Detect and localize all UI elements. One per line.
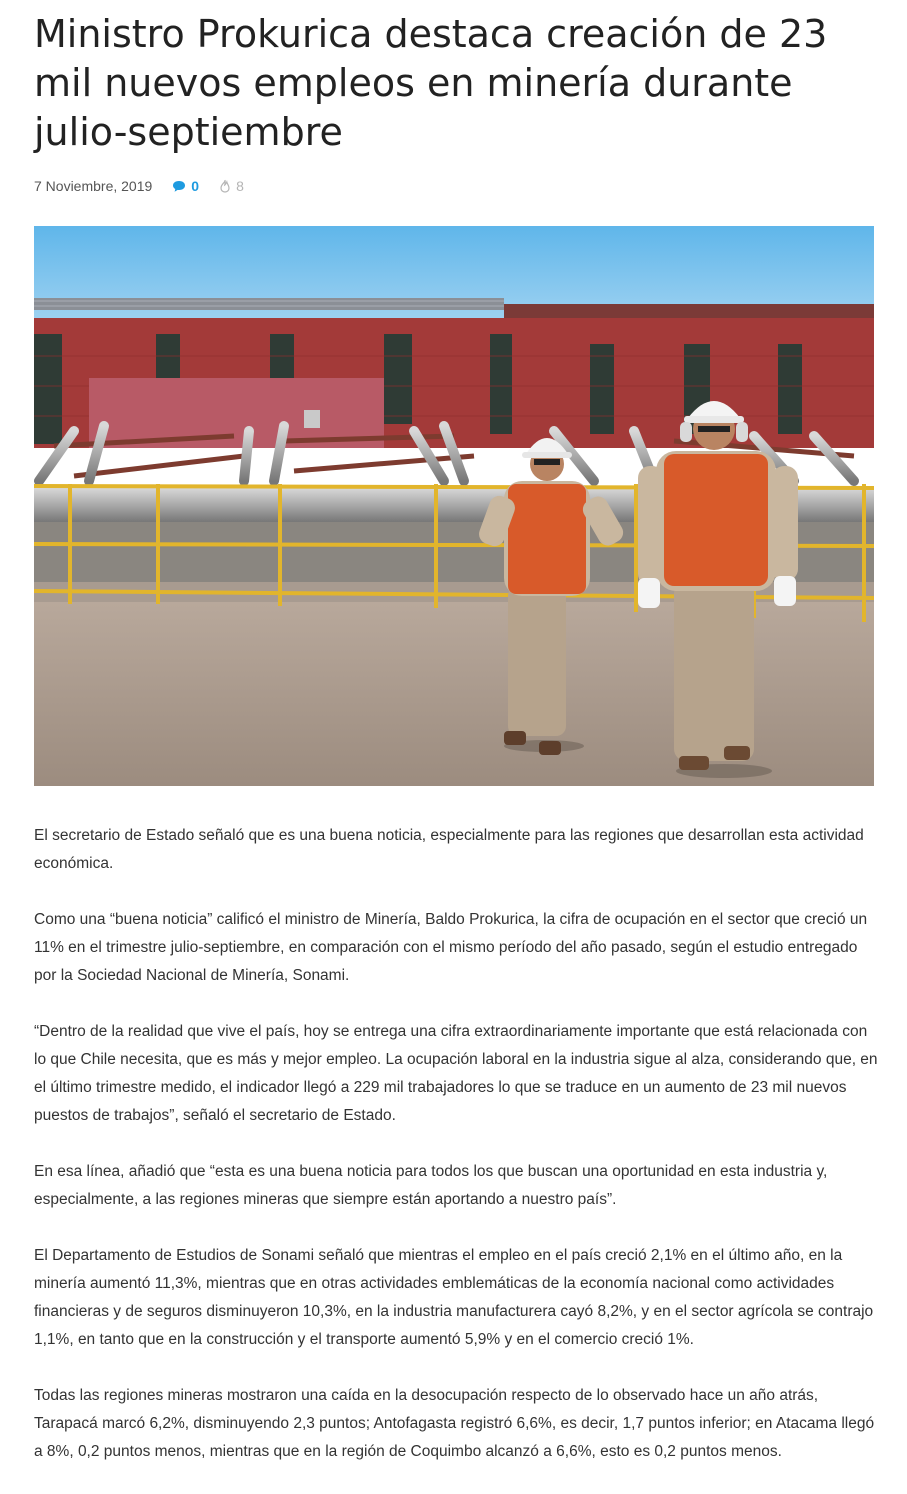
paragraph: En esa línea, añadió que “esta es una buena noticia para todos los que buscan una oportunidad en esta industria y, especialmente, a las regiones mineras que siempre están aportando a nuestro país”.	[34, 1163, 828, 1208]
paragraph: Como una “buena noticia” calificó el ministro de Minería, Baldo Prokurica, la cifra de ocupación en el sector que creció un 11% en el trimestre julio-septiembre, en comparación con el mismo período del año pasado, según el estudio entregado por la Sociedad Nacional de Minería, Sonami.	[34, 911, 868, 984]
comment-count: 0	[191, 178, 200, 194]
comments-link[interactable]	[172, 178, 199, 194]
view-count: 8	[236, 178, 244, 194]
paragraph: Todas las regiones mineras mostraron una caída en la desocupación respecto de lo observado hace un año atrás, Tarapacá marcó 6,2%, disminuyendo 2,3 puntos; Antofagasta registró 6,6%, es decir, 1,7 puntos inferior; en Atacama llegó a 8%, 0,2 puntos menos, mientras que en la región de Coquimbo alcanzó a 6,6%, esto es 0,2 puntos menos.	[34, 1387, 875, 1460]
paragraph: El Departamento de Estudios de Sonami señaló que mientras el empleo en el país creció 2,1% en el último año, en la minería aumentó 11,3%, mientras que en otras actividades emblemáticas de la economía nacional como actividades financieras y de seguros disminuyeron 10,3%, en la industria manufacturera cayó 8,2%, y en el sector agrícola se contrajo 1,1%, en tanto que en la construcción y el transporte aumentó 5,9% y en el comercio creció 1%.	[34, 1247, 874, 1348]
paragraph: “Dentro de la realidad que vive el país, hoy se entrega una cifra extraordinariamente importante que está relacionada con lo que Chile necesita, que es más y mejor empleo. La ocupación laboral en la industria sigue al alza, considerando que, en el último trimestre medido, el indicador llegó a 229 mil trabajadores lo que se traduce en un aumento de 23 mil nuevos puestos de trabajos”, señaló el secretario de Estado.	[34, 1023, 878, 1124]
article-body	[34, 822, 879, 1494]
publish-date: 7 Noviembre, 2019	[34, 178, 153, 194]
featured-photo	[34, 226, 874, 786]
speech-bubble-icon	[172, 180, 186, 193]
article-title: Ministro Prokurica destaca creación de 23 mil nuevos empleos en minería durante julio-septiembre	[34, 12, 828, 154]
article-meta	[34, 176, 244, 196]
view-counter	[219, 178, 244, 194]
paragraph: El secretario de Estado señaló que es una buena noticia, especialmente para las regiones que desarrollan esta actividad económica.	[34, 827, 864, 872]
flame-icon	[219, 179, 231, 193]
